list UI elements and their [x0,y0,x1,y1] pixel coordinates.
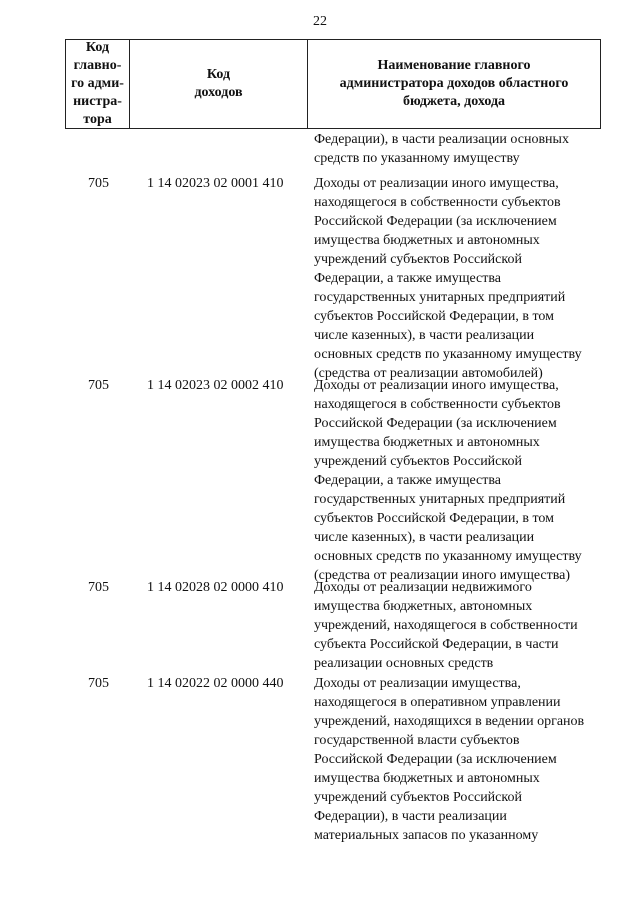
admin-code: 705 [88,176,109,191]
continued-description: Федерации), в части реализации основных средств по указанному имуществу [314,132,569,166]
table-header [65,39,601,129]
income-description: Доходы от реализации имущества, находящегося в оперативном управлении учреждений, находящихся в ведении органов государственной власти субъектов Российской Федерации (за исключением имущества бюджетных и автономных учреждений субъектов Российской Федерации), в части реализации материальных запасов по указанному [314,676,585,843]
admin-code: 705 [88,378,109,393]
income-description: Доходы от реализации недвижимого имущества бюджетных, автономных учреждений, находящегося в собственности субъекта Российской Федерации, в части реализации основных средств [314,580,578,671]
header-administrator-name: Наименование главного администратора доходов областного бюджета, дохода [339,58,569,109]
income-description: Доходы от реализации иного имущества, находящегося в собственности субъектов Российской Федерации (за исключением имущества бюджетных и автономных учреждений субъектов Российской Федерации, а также имущества государственных унитарных предприятий субъектов Российской Федерации, в том числе казенных), в части реализации основных средств по указанному имуществу (средства от реализации автомобилей) [314,176,582,381]
page-number: 22 [313,14,327,29]
income-code: 1 14 02028 02 0000 410 [147,580,284,595]
income-code: 1 14 02022 02 0000 440 [147,676,284,691]
income-description: Доходы от реализации иного имущества, находящегося в собственности субъектов Российской Федерации (за исключением имущества бюджетных и автономных учреждений субъектов Российской Федерации, а также имущества государственных унитарных предприятий субъектов Российской Федерации, в том числе казенных), в части реализации основных средств по указанному имуществу (средства от реализации иного имущества) [314,378,582,583]
income-code: 1 14 02023 02 0001 410 [147,176,284,191]
admin-code: 705 [88,580,109,595]
header-income-code: Код доходов [130,40,308,128]
admin-code: 705 [88,676,109,691]
income-code: 1 14 02023 02 0002 410 [147,378,284,393]
header-admin-code: Код главно- го адми- нистра- тора [66,40,130,128]
